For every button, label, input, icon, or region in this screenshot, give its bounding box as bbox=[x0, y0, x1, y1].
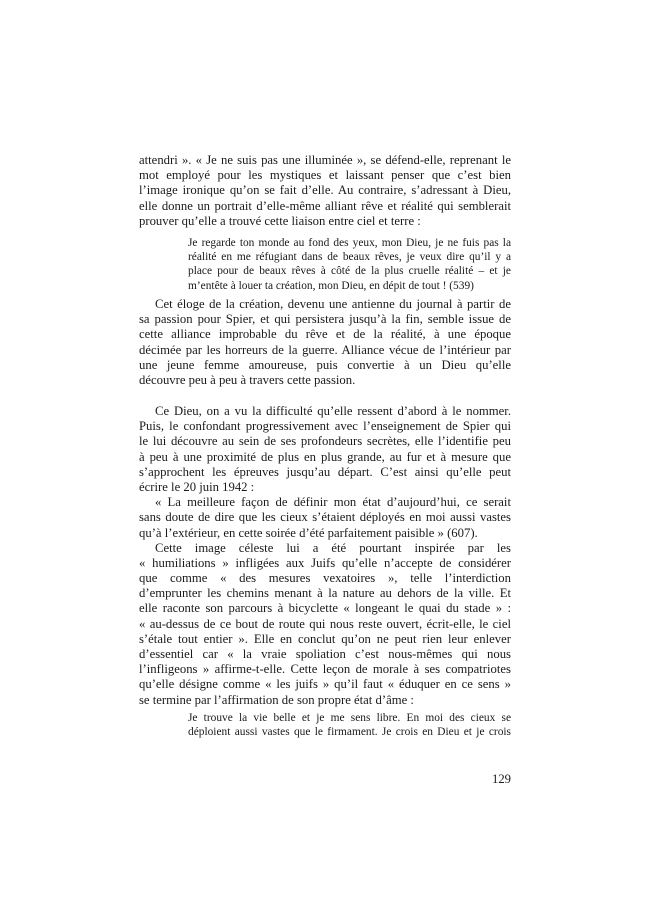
text-line: à peu à une proximité de plus en plus grande, au fur et à mesure que bbox=[139, 449, 511, 464]
text-line: une jeune femme amoureuse, puis convertie à un Dieu qu’elle bbox=[139, 357, 511, 372]
paragraph-continuation bbox=[139, 153, 511, 229]
text-line: écrire le 20 juin 1942 : bbox=[139, 479, 255, 494]
paragraph-eloge bbox=[139, 297, 511, 388]
text-line: qu’elle désigne comme « les juifs » qu’il faut « éduquer en ce sens » bbox=[139, 677, 511, 692]
quote-line: Je regarde ton monde au fond des yeux, mon Dieu, je ne fuis pas la bbox=[188, 237, 511, 249]
text-line: « humiliations » infligées aux Juifs qu’elle n’accepte de considérer bbox=[139, 555, 511, 570]
text-line: découvre peu à peu à travers cette passion. bbox=[139, 372, 356, 387]
text-line: Cette image céleste lui a été pourtant inspirée par les bbox=[155, 540, 511, 555]
text-line: s’étale tout entier ». Elle en conclut qu’on ne peut rien leur enlever bbox=[139, 631, 511, 646]
text-line: d’emprunter les chemins menant à la nature au dehors de la ville. Et bbox=[139, 586, 511, 601]
block-quote-539 bbox=[188, 236, 511, 293]
text-line: elle raconte son parcours à bicyclette « longeant le quai du stade » : bbox=[139, 601, 511, 616]
quote-line: place pour de beaux rêves à côté de la plus cruelle réalité – et je bbox=[188, 265, 511, 278]
text-line: d’essentiel car « la vraie spoliation c’est nous-mêmes qui nous bbox=[139, 647, 511, 661]
text-line: elle donne un portrait d’elle-même alliant rêve et réalité qui semblerait bbox=[139, 198, 511, 213]
text-line: prouver qu’elle a trouvé cette liaison entre ciel et terre : bbox=[139, 213, 421, 228]
text-line: qu’à l’extérieur, en cette soirée d’été parfaitement paisible » (607). bbox=[139, 525, 478, 540]
text-line: décimée par les horreurs de la guerre. Alliance vécue de l’intérieur par bbox=[139, 342, 511, 357]
quote-line: Je trouve la vie belle et je me sens libre. En moi des cieux se bbox=[188, 712, 511, 724]
quote-line: m’entête à louer ta création, mon Dieu, en dépit de tout ! (539) bbox=[188, 279, 474, 292]
text-line: sa passion pour Spier, et qui persistera jusqu’à la fin, semble issue de bbox=[139, 312, 511, 327]
quote-line: déploient aussi vastes que le firmament. Je crois en Dieu et je crois bbox=[188, 726, 511, 739]
text-line: que comme « des mesures vexatoires », telle l’interdiction bbox=[139, 571, 511, 586]
text-line: cette alliance improbable du rêve et de la réalité, à une époque bbox=[139, 327, 511, 342]
text-line: sans doute de dire que les cieux s’étaient déployés en moi aussi vastes bbox=[139, 510, 511, 525]
text-line: « La meilleure façon de définir mon état d’aujourd’hui, ce serait bbox=[155, 495, 511, 510]
text-line: Cet éloge de la création, devenu une antienne du journal à partir de bbox=[155, 297, 511, 311]
quote-line: réalité en me réfugiant dans de beaux rêves, je veux dire qu’il y a bbox=[188, 251, 511, 264]
text-line: « au-dessus de ce bout de route qui nous reste ouvert, écrit-elle, le ciel bbox=[139, 616, 511, 631]
text-line: Puis, le confondant progressivement avec l’enseignement de Spier qui bbox=[139, 419, 511, 434]
text-line: se termine par l’affirmation de son propre état d’âme : bbox=[139, 692, 414, 707]
text-line: Ce Dieu, on a vu la difficulté qu’elle ressent d’abord à le nommer. bbox=[155, 404, 511, 418]
paragraph-ce-dieu bbox=[139, 404, 511, 708]
text-line: l’image ironique qu’on se fait d’elle. Au contraire, s’adressant à Dieu, bbox=[139, 183, 511, 198]
text-line: s’approchent les épreuves jusqu’au départ. C’est ainsi qu’elle peut bbox=[139, 464, 511, 479]
text-line: mot employé pour les mystiques et laissant penser que c’est bien bbox=[139, 168, 511, 183]
page-number: 129 bbox=[491, 772, 511, 786]
text-line: attendri ». « Je ne suis pas une illuminée », se défend-elle, reprenant le bbox=[139, 153, 511, 167]
text-line: le lui découvre au sein de ses profondeurs secrètes, elle l’identifie peu bbox=[139, 434, 511, 449]
text-line: l’infligeons » affirme-t-elle. Cette leçon de morale à ses compatriotes bbox=[139, 662, 511, 677]
block-quote-final bbox=[188, 711, 511, 739]
